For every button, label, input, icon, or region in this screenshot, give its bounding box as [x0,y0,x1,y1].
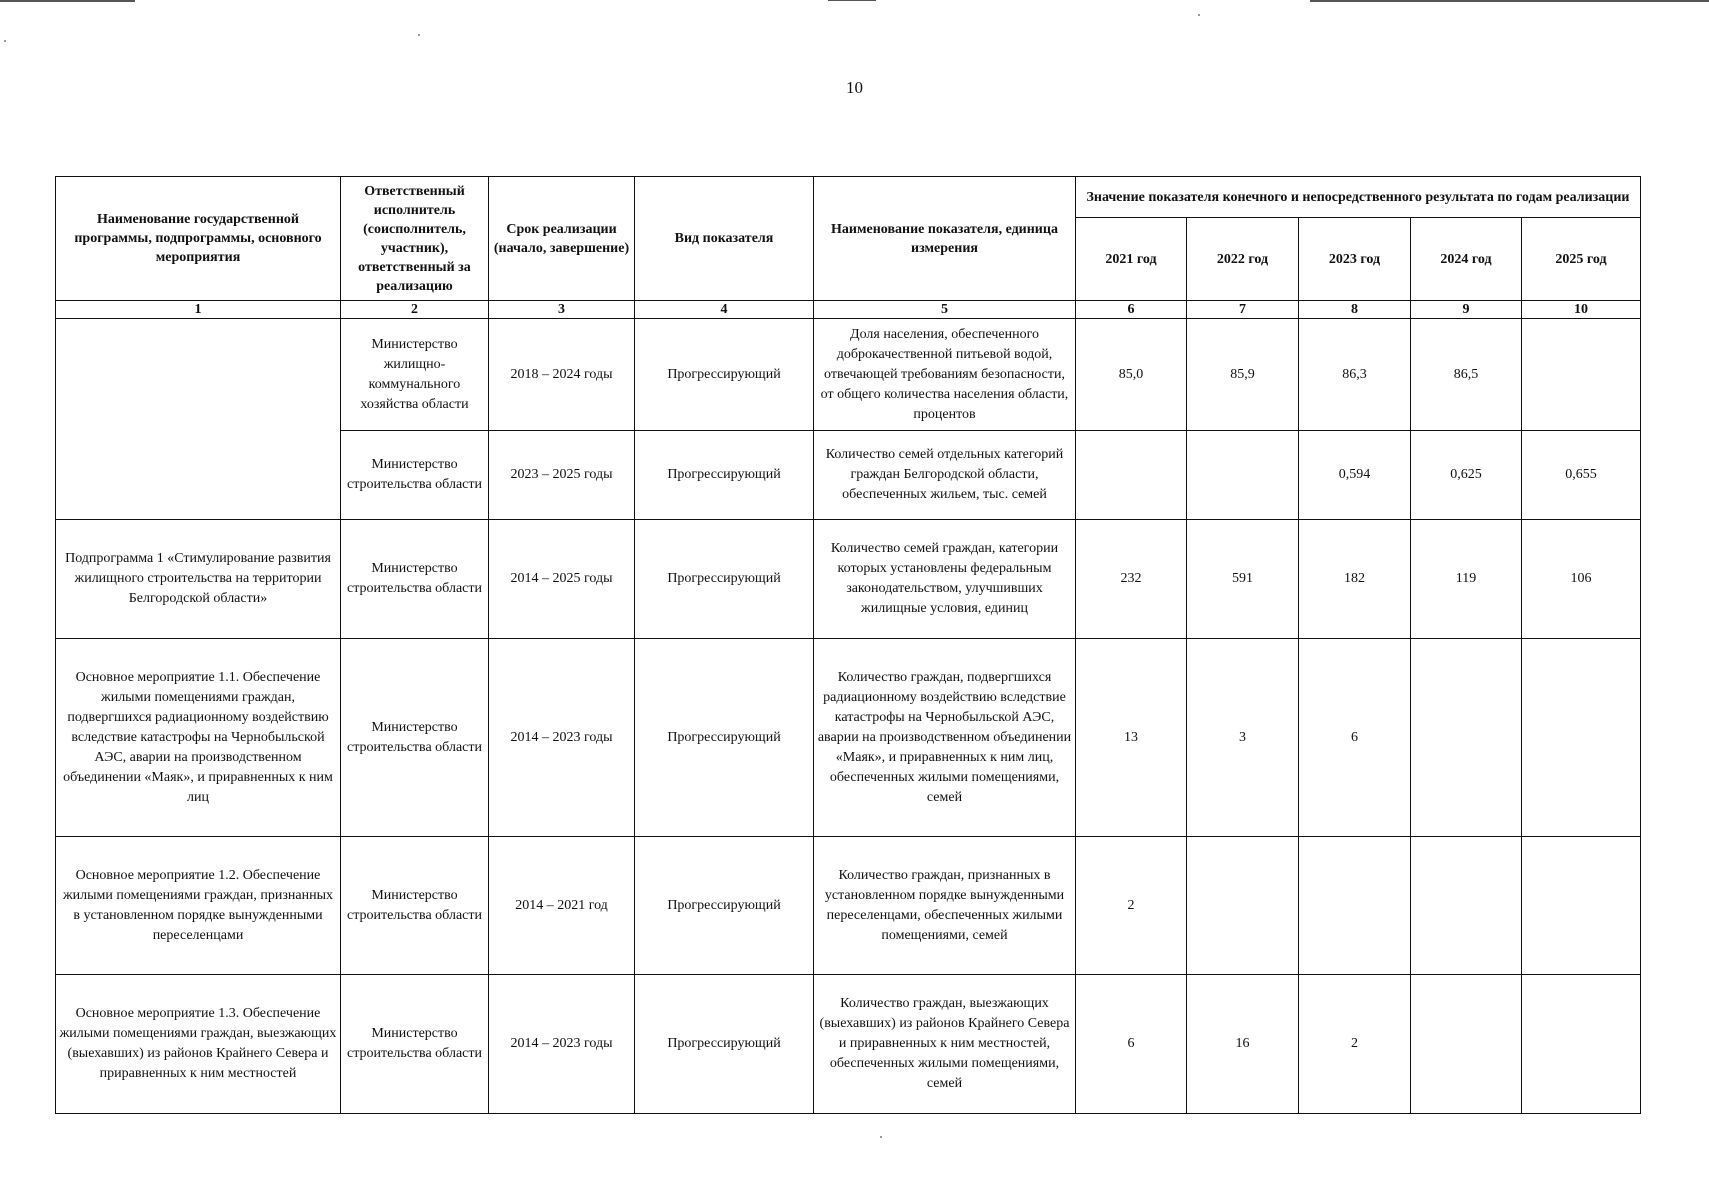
header-year-2023: 2023 год [1299,218,1411,301]
value-2024-cell: 119 [1411,520,1522,639]
column-number: 4 [635,301,814,319]
value-2023-cell [1299,837,1411,975]
value-2023-cell: 6 [1299,639,1411,837]
scan-edge-line [828,0,876,1]
value-2025-cell [1522,837,1641,975]
column-number: 8 [1299,301,1411,319]
value-2022-cell: 16 [1187,975,1299,1114]
value-2025-cell [1522,975,1641,1114]
value-2021-cell: 2 [1076,837,1187,975]
indicator-name-cell: Количество граждан, выезжающих (выехавших) из районов Крайнего Севера и приравненных к ним местностей, обеспеченных жилыми помещениями, семей [814,975,1076,1114]
indicator-type-cell: Прогрессирующий [635,431,814,520]
value-2023-cell: 86,3 [1299,319,1411,431]
value-2023-cell: 2 [1299,975,1411,1114]
executor-cell: Министерство строительства области [341,639,489,837]
scan-speck [418,34,420,36]
table-row [56,639,1641,837]
scan-speck [4,40,6,42]
indicator-name-cell: Количество граждан, подвергшихся радиационному воздействию вследствие катастрофы на Чернобыльской АЭС, аварии на производственном объединении «Маяк», и приравненных к ним лиц, обеспеченных жилыми помещениями, семей [814,639,1076,837]
period-cell: 2014 – 2023 годы [489,975,635,1114]
period-cell: 2023 – 2025 годы [489,431,635,520]
header-indicator-type: Вид показателя [635,177,814,301]
header-year-2025: 2025 год [1522,218,1641,301]
column-number: 5 [814,301,1076,319]
indicators-table [55,176,1641,1114]
executor-cell: Министерство жилищно-коммунального хозяйства области [341,319,489,431]
period-cell: 2014 – 2025 годы [489,520,635,639]
scan-edge-line [0,0,135,2]
page-number: 10 [846,78,863,97]
scan-speck [1198,14,1200,16]
value-2021-cell: 13 [1076,639,1187,837]
header-period: Срок реализации (начало, завершение) [489,177,635,301]
header-program-name: Наименование государственной программы, подпрограммы, основного мероприятия [56,177,341,301]
value-2021-cell: 232 [1076,520,1187,639]
value-2022-cell: 85,9 [1187,319,1299,431]
header-year-2024: 2024 год [1411,218,1522,301]
period-cell: 2018 – 2024 годы [489,319,635,431]
executor-cell: Министерство строительства области [341,975,489,1114]
header-year-2021: 2021 год [1076,218,1187,301]
table-row [56,319,1641,431]
value-2025-cell [1522,319,1641,431]
indicator-type-cell: Прогрессирующий [635,319,814,431]
header-year-2022: 2022 год [1187,218,1299,301]
value-2024-cell [1411,837,1522,975]
value-2022-cell: 591 [1187,520,1299,639]
scan-speck [880,1136,882,1138]
program-name-cell: Подпрограмма 1 «Стимулирование развития жилищного строительства на территории Белгородской области» [56,520,341,639]
value-2024-cell [1411,975,1522,1114]
column-number: 10 [1522,301,1641,319]
table-row [56,520,1641,639]
value-2022-cell [1187,837,1299,975]
scan-edge-line [1310,0,1709,2]
indicator-type-cell: Прогрессирующий [635,975,814,1114]
column-number: 1 [56,301,341,319]
value-2023-cell: 0,594 [1299,431,1411,520]
executor-cell: Министерство строительства области [341,431,489,520]
header-executor: Ответственный исполнитель (соисполнитель, участник), ответственный за реализацию [341,177,489,301]
value-2021-cell: 6 [1076,975,1187,1114]
column-number: 6 [1076,301,1187,319]
value-2024-cell [1411,639,1522,837]
indicator-name-cell: Количество семей отдельных категорий граждан Белгородской области, обеспеченных жильем, тыс. семей [814,431,1076,520]
value-2022-cell [1187,431,1299,520]
executor-cell: Министерство строительства области [341,520,489,639]
program-name-cell: Основное мероприятие 1.3. Обеспечение жилыми помещениями граждан, выезжающих (выехавших) из районов Крайнего Севера и приравненных к ним местностей [56,975,341,1114]
executor-cell: Министерство строительства области [341,837,489,975]
table-row [56,837,1641,975]
indicator-type-cell: Прогрессирующий [635,837,814,975]
indicator-name-cell: Количество семей граждан, категории которых установлены федеральным законодательством, улучшивших жилищные условия, единиц [814,520,1076,639]
value-2022-cell: 3 [1187,639,1299,837]
value-2023-cell: 182 [1299,520,1411,639]
program-name-cell: Основное мероприятие 1.2. Обеспечение жилыми помещениями граждан, признанных в установленном порядке вынужденными переселенцами [56,837,341,975]
table-row [56,975,1641,1114]
column-number: 7 [1187,301,1299,319]
column-number: 2 [341,301,489,319]
indicator-name-cell: Количество граждан, признанных в установленном порядке вынужденными переселенцами, обеспеченных жилыми помещениями, семей [814,837,1076,975]
header-values-group: Значение показателя конечного и непосредственного результата по годам реализации [1076,177,1641,218]
value-2025-cell [1522,639,1641,837]
period-cell: 2014 – 2023 годы [489,639,635,837]
indicator-name-cell: Доля населения, обеспеченного доброкачественной питьевой водой, отвечающей требованиям безопасности, от общего количества населения области, процентов [814,319,1076,431]
column-number: 9 [1411,301,1522,319]
value-2025-cell: 0,655 [1522,431,1641,520]
program-name-cell: Основное мероприятие 1.1. Обеспечение жилыми помещениями граждан, подвергшихся радиационному воздействию вследствие катастрофы на Чернобыльской АЭС, аварии на производственном объединении «Маяк», и приравненных к ним лиц [56,639,341,837]
indicator-type-cell: Прогрессирующий [635,520,814,639]
indicator-type-cell: Прогрессирующий [635,639,814,837]
value-2021-cell: 85,0 [1076,319,1187,431]
header-indicator-name: Наименование показателя, единица измерения [814,177,1076,301]
value-2024-cell: 0,625 [1411,431,1522,520]
period-cell: 2014 – 2021 год [489,837,635,975]
column-number: 3 [489,301,635,319]
value-2021-cell [1076,431,1187,520]
value-2024-cell: 86,5 [1411,319,1522,431]
value-2025-cell: 106 [1522,520,1641,639]
program-name-cell [56,319,341,520]
